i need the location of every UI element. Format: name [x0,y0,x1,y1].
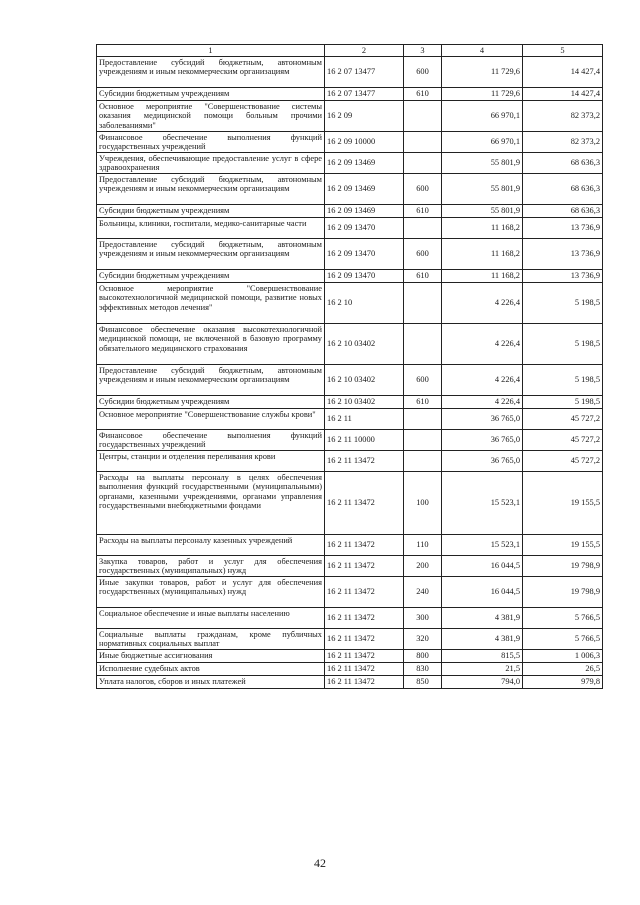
table-row [97,57,603,88]
target-article-code: 16 2 11 13472 [325,663,404,676]
table-row [97,205,603,218]
amount-year-2: 45 727,2 [523,430,603,451]
expense-type-code [404,283,442,324]
target-article-code: 16 2 11 13472 [325,577,404,608]
expense-type-code: 800 [404,650,442,663]
item-name: Финансовое обеспечение выполнения функций государственных учреждений [97,430,325,451]
amount-year-1: 55 801,9 [442,174,523,205]
amount-year-1: 16 044,5 [442,577,523,608]
table-row [97,283,603,324]
amount-year-2: 68 636,3 [523,174,603,205]
table-row [97,88,603,101]
item-name: Субсидии бюджетным учреждениям [97,205,325,218]
item-name: Предоставление субсидий бюджетным, автономным учреждениям и иным некоммерческим организациям [97,174,325,205]
target-article-code: 16 2 07 13477 [325,88,404,101]
amount-year-2: 14 427,4 [523,88,603,101]
table-row [97,577,603,608]
target-article-code: 16 2 09 10000 [325,132,404,153]
table-row [97,132,603,153]
amount-year-2: 13 736,9 [523,239,603,270]
amount-year-1: 21,5 [442,663,523,676]
amount-year-2: 19 798,9 [523,556,603,577]
table-row [97,270,603,283]
item-name: Центры, станции и отделения переливания крови [97,451,325,472]
expense-type-code: 110 [404,535,442,556]
expense-type-code: 610 [404,270,442,283]
amount-year-2: 45 727,2 [523,409,603,430]
table-row [97,629,603,650]
amount-year-1: 794,0 [442,676,523,689]
amount-year-1: 36 765,0 [442,409,523,430]
item-name: Основное мероприятие "Совершенствование высокотехнологичной медицинской помощи, развитие новых эффективных методов лечения" [97,283,325,324]
amount-year-1: 4 226,4 [442,396,523,409]
item-name: Предоставление субсидий бюджетным, автономным учреждениям и иным некоммерческим организациям [97,365,325,396]
target-article-code: 16 2 10 [325,283,404,324]
amount-year-1: 4 226,4 [442,324,523,365]
item-name: Основное мероприятие "Совершенствование службы крови" [97,409,325,430]
amount-year-1: 36 765,0 [442,451,523,472]
item-name: Субсидии бюджетным учреждениям [97,396,325,409]
page-number: 42 [314,856,326,870]
table-row [97,676,603,689]
target-article-code: 16 2 11 13472 [325,676,404,689]
expense-type-code [404,430,442,451]
amount-year-2: 68 636,3 [523,153,603,174]
amount-year-1: 11 168,2 [442,239,523,270]
header-col-1: 1 [97,45,325,57]
expense-type-code [404,218,442,239]
item-name: Исполнение судебных актов [97,663,325,676]
amount-year-2: 5 766,5 [523,629,603,650]
item-name: Больницы, клиники, госпитали, медико-санитарные части [97,218,325,239]
amount-year-1: 11 168,2 [442,218,523,239]
target-article-code: 16 2 09 13469 [325,153,404,174]
expense-type-code [404,451,442,472]
header-row [97,45,603,57]
amount-year-2: 19 155,5 [523,472,603,535]
budget-table [96,44,603,689]
expense-type-code: 320 [404,629,442,650]
table-row [97,650,603,663]
item-name: Иные бюджетные ассигнования [97,650,325,663]
target-article-code: 16 2 10 03402 [325,396,404,409]
target-article-code: 16 2 11 13472 [325,451,404,472]
table-row [97,153,603,174]
amount-year-2: 5 198,5 [523,365,603,396]
item-name: Расходы на выплаты персоналу в целях обеспечения выполнения функций государственными (муниципальными) органами, казенными учреждениями, органами управления государственными внебюджетными фондами [97,472,325,535]
expense-type-code: 600 [404,174,442,205]
table-row [97,218,603,239]
amount-year-1: 815,5 [442,650,523,663]
expense-type-code: 610 [404,88,442,101]
table-row [97,396,603,409]
target-article-code: 16 2 07 13477 [325,57,404,88]
target-article-code: 16 2 09 [325,101,404,132]
amount-year-2: 13 736,9 [523,270,603,283]
target-article-code: 16 2 09 13470 [325,239,404,270]
amount-year-2: 979,8 [523,676,603,689]
target-article-code: 16 2 09 13470 [325,218,404,239]
table-row [97,101,603,132]
expense-type-code: 850 [404,676,442,689]
expense-type-code: 610 [404,205,442,218]
table-row [97,174,603,205]
amount-year-1: 4 381,9 [442,608,523,629]
amount-year-2: 5 766,5 [523,608,603,629]
amount-year-1: 15 523,1 [442,535,523,556]
amount-year-2: 13 736,9 [523,218,603,239]
target-article-code: 16 2 09 13470 [325,270,404,283]
amount-year-2: 82 373,2 [523,132,603,153]
amount-year-2: 68 636,3 [523,205,603,218]
table-row [97,409,603,430]
amount-year-1: 11 729,6 [442,57,523,88]
table-row [97,608,603,629]
target-article-code: 16 2 11 [325,409,404,430]
amount-year-1: 15 523,1 [442,472,523,535]
table-body [97,57,603,689]
amount-year-1: 55 801,9 [442,205,523,218]
header-col-4: 4 [442,45,523,57]
expense-type-code: 600 [404,239,442,270]
item-name: Финансовое обеспечение выполнения функций государственных учреждений [97,132,325,153]
target-article-code: 16 2 11 13472 [325,650,404,663]
expense-type-code: 240 [404,577,442,608]
item-name: Социальные выплаты гражданам, кроме публичных нормативных социальных выплат [97,629,325,650]
table-header [97,45,603,57]
amount-year-1: 66 970,1 [442,101,523,132]
amount-year-2: 82 373,2 [523,101,603,132]
table-row [97,324,603,365]
amount-year-1: 4 226,4 [442,283,523,324]
amount-year-1: 11 168,2 [442,270,523,283]
table-row [97,535,603,556]
amount-year-2: 5 198,5 [523,396,603,409]
expense-type-code [404,409,442,430]
header-col-5: 5 [523,45,603,57]
table-row [97,556,603,577]
table-row [97,663,603,676]
table-row [97,430,603,451]
amount-year-2: 45 727,2 [523,451,603,472]
target-article-code: 16 2 10 03402 [325,324,404,365]
expense-type-code: 600 [404,57,442,88]
amount-year-1: 11 729,6 [442,88,523,101]
amount-year-1: 36 765,0 [442,430,523,451]
amount-year-2: 19 155,5 [523,535,603,556]
item-name: Закупка товаров, работ и услуг для обеспечения государственных (муниципальных) нужд [97,556,325,577]
target-article-code: 16 2 09 13469 [325,174,404,205]
item-name: Предоставление субсидий бюджетным, автономным учреждениям и иным некоммерческим организациям [97,57,325,88]
target-article-code: 16 2 11 13472 [325,535,404,556]
amount-year-1: 4 226,4 [442,365,523,396]
item-name: Иные закупки товаров, работ и услуг для обеспечения государственных (муниципальных) нужд [97,577,325,608]
amount-year-2: 5 198,5 [523,283,603,324]
item-name: Социальное обеспечение и иные выплаты населению [97,608,325,629]
table-row [97,472,603,535]
item-name: Основное мероприятие "Совершенствование системы оказания медицинской помощи больным прочими заболеваниями" [97,101,325,132]
expense-type-code: 100 [404,472,442,535]
amount-year-2: 1 006,3 [523,650,603,663]
target-article-code: 16 2 11 13472 [325,556,404,577]
item-name: Предоставление субсидий бюджетным, автономным учреждениям и иным некоммерческим организациям [97,239,325,270]
item-name: Финансовое обеспечение оказания высокотехнологичной медицинской помощи, не включенной в базовую программу обязательного медицинского страхования [97,324,325,365]
amount-year-2: 26,5 [523,663,603,676]
expense-type-code [404,324,442,365]
item-name: Расходы на выплаты персоналу казенных учреждений [97,535,325,556]
expense-type-code: 610 [404,396,442,409]
target-article-code: 16 2 11 10000 [325,430,404,451]
table-row [97,239,603,270]
expense-type-code [404,101,442,132]
amount-year-2: 19 798,9 [523,577,603,608]
amount-year-1: 16 044,5 [442,556,523,577]
table-row [97,365,603,396]
item-name: Уплата налогов, сборов и иных платежей [97,676,325,689]
target-article-code: 16 2 11 13472 [325,472,404,535]
item-name: Субсидии бюджетным учреждениям [97,88,325,101]
expense-type-code: 600 [404,365,442,396]
expense-type-code: 200 [404,556,442,577]
table-row [97,451,603,472]
target-article-code: 16 2 09 13469 [325,205,404,218]
expense-type-code: 830 [404,663,442,676]
header-col-3: 3 [404,45,442,57]
expense-type-code: 300 [404,608,442,629]
amount-year-2: 5 198,5 [523,324,603,365]
amount-year-1: 4 381,9 [442,629,523,650]
amount-year-1: 55 801,9 [442,153,523,174]
target-article-code: 16 2 10 03402 [325,365,404,396]
amount-year-2: 14 427,4 [523,57,603,88]
target-article-code: 16 2 11 13472 [325,629,404,650]
amount-year-1: 66 970,1 [442,132,523,153]
target-article-code: 16 2 11 13472 [325,608,404,629]
expense-type-code [404,153,442,174]
header-col-2: 2 [325,45,404,57]
expense-type-code [404,132,442,153]
item-name: Субсидии бюджетным учреждениям [97,270,325,283]
item-name: Учреждения, обеспечивающие предоставление услуг в сфере здравоохранения [97,153,325,174]
